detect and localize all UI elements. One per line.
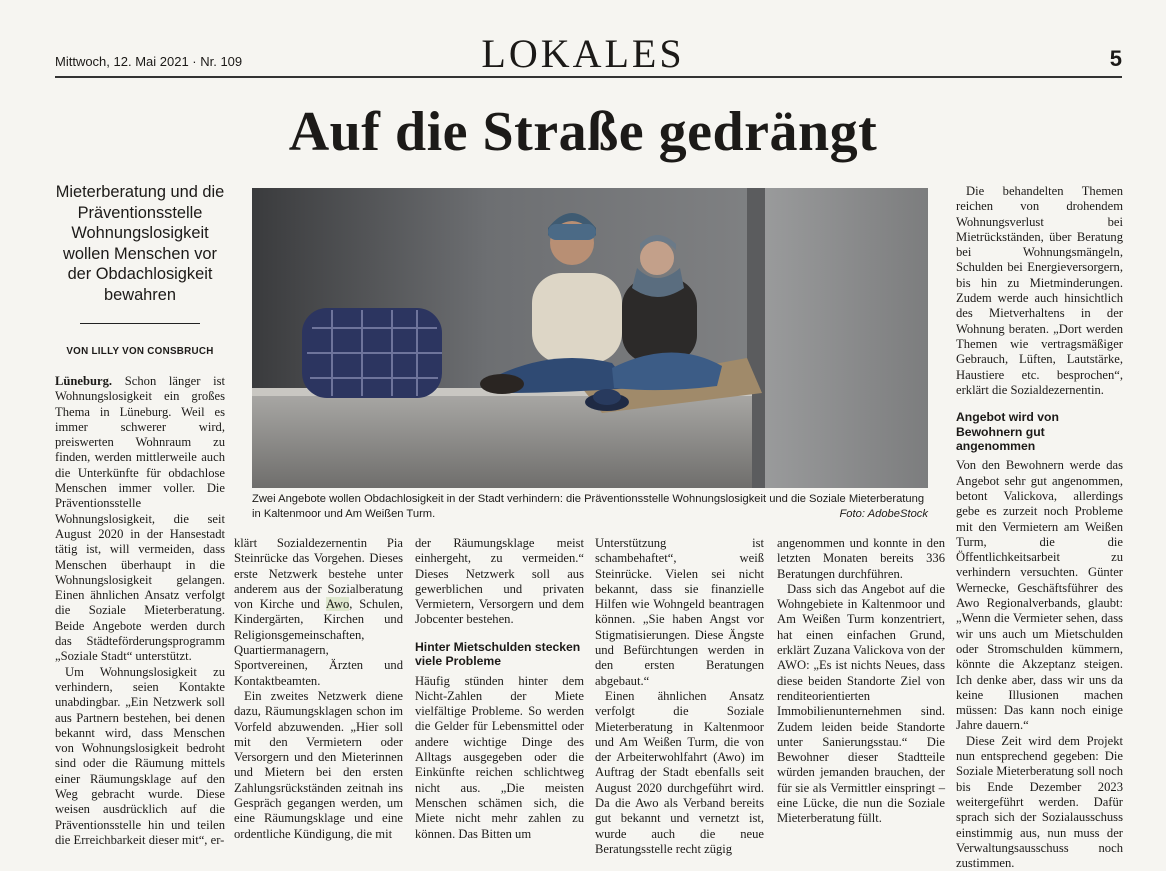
article-photo <box>252 188 928 488</box>
paragraph: Um Wohnungslosigkeit zu verhindern, seien Kontakte unabdingbar. „Ein Netzwerk soll aus Partnern bestehen, bei denen bekannt wird, dass Menschen von Wohnungslosigkeit bedroht sind oder die Räumung mittels einer Räumungsklage auf den Weg gebracht wurde. Diese weisen ausdrücklich auf die Präventionsstelle hin und teilen die Erreichbarkeit dieser mit“, er- <box>55 664 225 847</box>
highlighted-word: Awo <box>325 597 350 612</box>
section-title: LOKALES <box>481 31 685 76</box>
paragraph <box>55 374 225 665</box>
paragraph-text: Schon länger ist Wohnungslosigkeit ein großes Thema in Lüneburg. Weil es immer schwerer wird, preiswerten Wohnraum zu finden, werden mittlerweile auch die Unterkünfte für obdachlose Menschen immer voller. Die Präventionsstelle Wohnungslosigkeit, die seit August 2020 in der Hansestadt tätig ist, will vermeiden, dass Menschen überhaupt in die Wohnungslosigkeit gelangen. Einen ähnlichen Ansatz verfolgt die Soziale Mieterberatung. Beide Angebote werden durch das Städteförderungsprogramm „Soziale Stadt“ unterstützt. <box>55 374 225 664</box>
subheading: Angebot wird von Bewohnern gut angenommen <box>956 410 1059 453</box>
paragraph: Unterstützung ist schambehaftet“, weiß Steinrücke. Vielen sei nicht bekannt, dass sie finanzielle Hilfen wie Wohngeld beantragen können. „Sie haben Angst vor Stigmatisierungen. Diese Ängste und Befürchtungen werden in den ersten Beratungen abgebaut.“ <box>595 536 764 688</box>
teaser-divider <box>80 323 200 324</box>
paragraph: der Räumungsklage meist einhergeht, zu vermeiden.“ Dieses Netzwerk soll aus gewerblichen und privaten Vermietern, Versorgern und dem Jobcenter bestehen. <box>415 536 584 627</box>
paragraph-text: , Schulen, Kindergärten, Kirchen und Religionsgemeinschaften, Quartiermanagern, Sportvereinen, Ärzten und Kontaktbeamten. <box>234 597 403 688</box>
paragraph: Häufig stünden hinter dem Nicht-Zahlen der Miete vielfältige Probleme. So werden die Gelder für Lebensmittel oder andere wichtige Dinge des Alltags ausgegeben oder die Einkünfte reichen schlichtweg nicht aus. „Die meisten Menschen schämen sich, die Miete nicht mehr zahlen zu können. Das Bitten um <box>415 673 584 841</box>
dateline: Mittwoch, 12. Mai 2021 · Nr. 109 <box>55 54 243 69</box>
paragraph: Die behandelten Themen reichen von drohendem Wohnungsverlust bei Mietrückständen, über Beratung bei Wohnungsmängeln, Schulden bei Energieversorgern, bis hin zu Mietminderungen. Zudem werde auch hinsichtlich des Mietverhaltens in der Wohnung beraten. „Dort werden Themen wie vertragsmäßiger Gebrauch, Lüften, Lautstärke, Haustiere etc. besprochen“, erklärt die Sozialdezernentin. <box>956 184 1123 397</box>
photo-credit: Foto: AdobeStock <box>839 507 928 520</box>
article-column-5 <box>777 536 945 827</box>
article-column-2 <box>234 536 403 842</box>
photo-caption <box>252 492 928 522</box>
byline: VON LILLY VON CONSBRUCH <box>66 346 214 357</box>
masthead-rule <box>55 76 1122 78</box>
subheading: Hinter Mietschulden stecken viele Probleme <box>415 639 581 669</box>
headline: Auf die Straße gedrängt <box>288 101 878 163</box>
teaser: Mieterberatung und die Präventionsstelle Wohnungslosigkeit wollen Menschen vor der Obdachlosigkeit bewahren <box>55 183 225 304</box>
paragraph: Dass sich das Angebot auf die Wohngebiete in Kaltenmoor und Am Weißen Turm konzentriert, hat einen einfachen Grund, erklärt Zuzana Valickova von der AWO: „Es ist nichts Neues, dass diese beiden Standorte Ziel von renditeorientierten Immobilienunternehmen sind. Zudem leiden beide Standorte unter Sanierungsstau.“ Die Bewohner dieser Stadtteile würden jemanden brauchen, der für sie als Vermittler einspringt – eine Lücke, die nun die Soziale Mieterberatung füllt. <box>777 581 945 826</box>
paragraph: Ein zweites Netzwerk diene dazu, Räumungsklagen schon im Vorfeld abzuwenden. „Hier soll mit den Vermietern oder Versorgern und den Mieterinnen und Mietern bei den ersten Zahlungsrückständen zeitnah ins Gespräch gegangen werden, um eine Räumungsklage und eine ordentliche Kündigung, die mit <box>234 688 403 841</box>
article-column-3 <box>415 536 584 842</box>
paragraph: Einen ähnlichen Ansatz verfolgt die Soziale Mieterberatung in Kaltenmoor und Am Weißen Turm, die von der Arbeiterwohlfahrt (Awo) im Auftrag der Stadt ebenfalls seit August 2020 durchgeführt wird. Da die Awo als Verband bereits gut bekannt und vernetzt ist, wurde auch die neue Beratungsstelle recht zügig <box>595 688 764 856</box>
paragraph <box>234 536 403 689</box>
dateline-place: Lüneburg. <box>55 374 113 388</box>
paragraph-text: klärt Sozialdezernentin Pia Steinrücke das Vorgehen. Dieses erste Netzwerk bestehe unter anderem aus der Sozialberatung von Kirche und <box>234 536 403 612</box>
paragraph: angenommen und konnte in den letzten Monaten bereits 336 Beratungen durchführen. <box>777 536 945 581</box>
article-column-1 <box>55 374 225 848</box>
page-number: 5 <box>1109 46 1122 71</box>
paragraph: Diese Zeit wird dem Projekt nun entsprechend gegeben: Die Soziale Mieterberatung soll noch bis Ende Dezember 2023 weitergeführt werden. Dafür sprach sich der Sozialausschuss einstimmig aus, nun muss der Verwaltungsausschuss noch zustimmen. <box>956 733 1123 871</box>
caption-text: Zwei Angebote wollen Obdachlosigkeit in der Stadt verhindern: die Präventionsstelle Wohnungslosigkeit und die Soziale Mieterberatung in Kaltenmoor und Am Weißen Turm. <box>252 493 925 520</box>
paragraph: Von den Bewohnern werde das Angebot sehr gut angenommen, betont Valickova, allerdings gebe es zurzeit noch Probleme mit den Vermietern am Weißen Turm, die die Öffentlichkeitsarbeit zu verhindern versuchten. Günter Wernecke, Geschäftsführer des Awo Regionalverbands, glaubt: „Wenn die Vermieter sehen, dass wir uns auch um Mietschulden oder Stromschulden kümmern, könnte die Akzeptanz steigen. Ich denke aber, dass wir uns da keine Illusionen machen müssen: Das kann noch einige Jahre dauern.“ <box>956 458 1123 733</box>
article-column-6 <box>956 184 1123 871</box>
article-column-4 <box>595 536 764 857</box>
